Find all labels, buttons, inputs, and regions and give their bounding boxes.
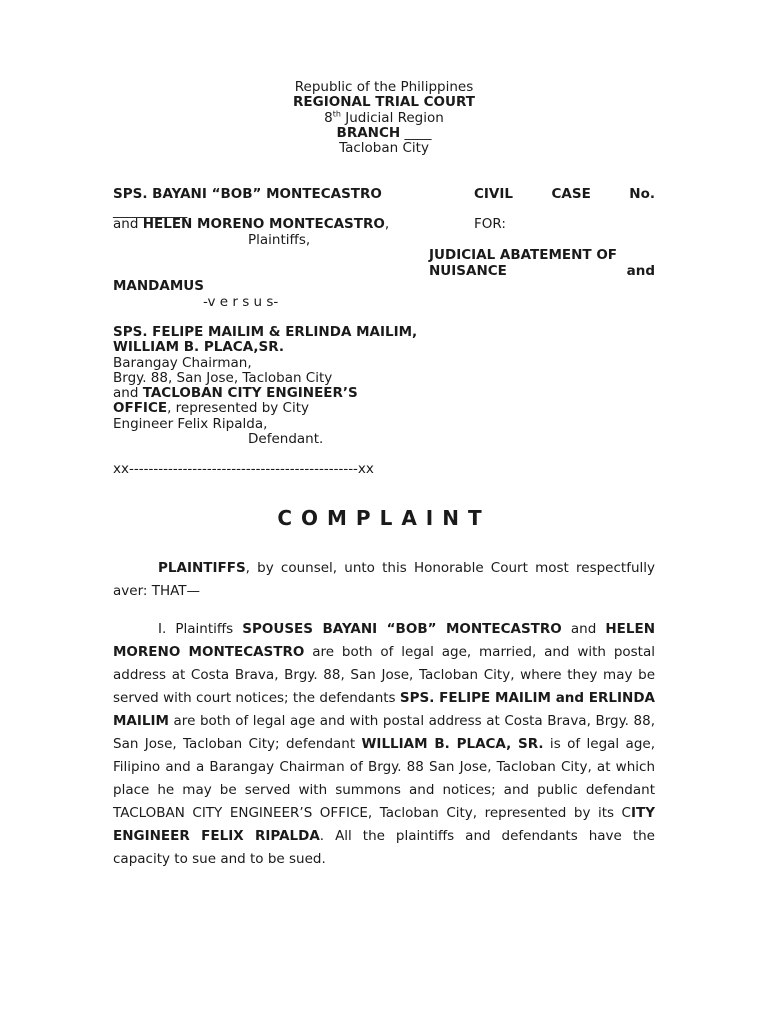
branch-line: BRANCH ____ xyxy=(336,125,432,141)
court-name: REGIONAL TRIAL COURT xyxy=(293,94,475,110)
case-number-blank: ___________ xyxy=(113,203,188,219)
defendant-1: SPS. FELIPE MAILIM & ERLINDA MAILIM, xyxy=(113,324,418,340)
complaint-title: COMPLAINT xyxy=(277,506,491,530)
republic-line: Republic of the Philippines xyxy=(294,79,474,95)
defendant-2: WILLIAM B. PLACA,SR. xyxy=(113,339,285,355)
defendant-2-title: Barangay Chairman, xyxy=(113,355,252,371)
separator-line: xx-----------------------------------------------xx xyxy=(113,461,374,477)
paragraph-intro: PLAINTIFFS, by counsel, unto this Honorable Court most respectfully aver: THAT— xyxy=(113,560,655,599)
for-label: FOR: xyxy=(474,216,506,232)
subject-line-1: JUDICIAL ABATEMENT OF xyxy=(429,247,618,263)
versus: -v e r s u s- xyxy=(203,294,279,310)
paragraph-1: I. Plaintiffs SPOUSES BAYANI “BOB” MONTECASTRO and HELEN MORENO MONTECASTRO are both of legal age, married, and with postal address at Costa Brava, Brgy. 88, San Jose, Tacloban City, where they may be served with court notices; the defendants SPS. FELIPE MAILIM and ERLINDA MAILIM are both of legal age and with postal address at Costa Brava, Brgy. 88, San Jose, Tacloban City; defendant WILLIAM B. PLACA, SR. is of legal age, Filipino and a Barangay Chairman of Brgy. 88 San Jose, Tacloban City, at which place he may be served with summons and notices; and public defendant TACLOBAN CITY ENGINEER’S OFFICE, Tacloban City, represented by its CITY ENGINEER FELIX RIPALDA. All the plaintiffs and defendants have the capacity to sue and to be sued. xyxy=(113,621,655,867)
defendant-3-name: Engineer Felix Ripalda, xyxy=(113,416,268,432)
defendant-3: and TACLOBAN CITY ENGINEER’S xyxy=(113,385,358,401)
plaintiff-2: and HELEN MORENO MONTECASTRO, xyxy=(113,216,390,232)
defendant-label: Defendant. xyxy=(248,431,324,447)
city-line: Tacloban City xyxy=(339,140,429,156)
judicial-region: 8th Judicial Region xyxy=(324,109,444,126)
plaintiffs-label: Plaintiffs, xyxy=(248,232,311,248)
defendant-2-address: Brgy. 88, San Jose, Tacloban City xyxy=(113,370,333,386)
civil-case-number: CIVIL CASE No. xyxy=(474,186,655,202)
subject-line-2: NUISANCE and xyxy=(429,263,655,279)
defendant-3-office: OFFICE, represented by City xyxy=(113,400,310,416)
subject-line-3: MANDAMUS xyxy=(113,278,204,294)
plaintiff-1: SPS. BAYANI “BOB” MONTECASTRO xyxy=(113,186,382,202)
